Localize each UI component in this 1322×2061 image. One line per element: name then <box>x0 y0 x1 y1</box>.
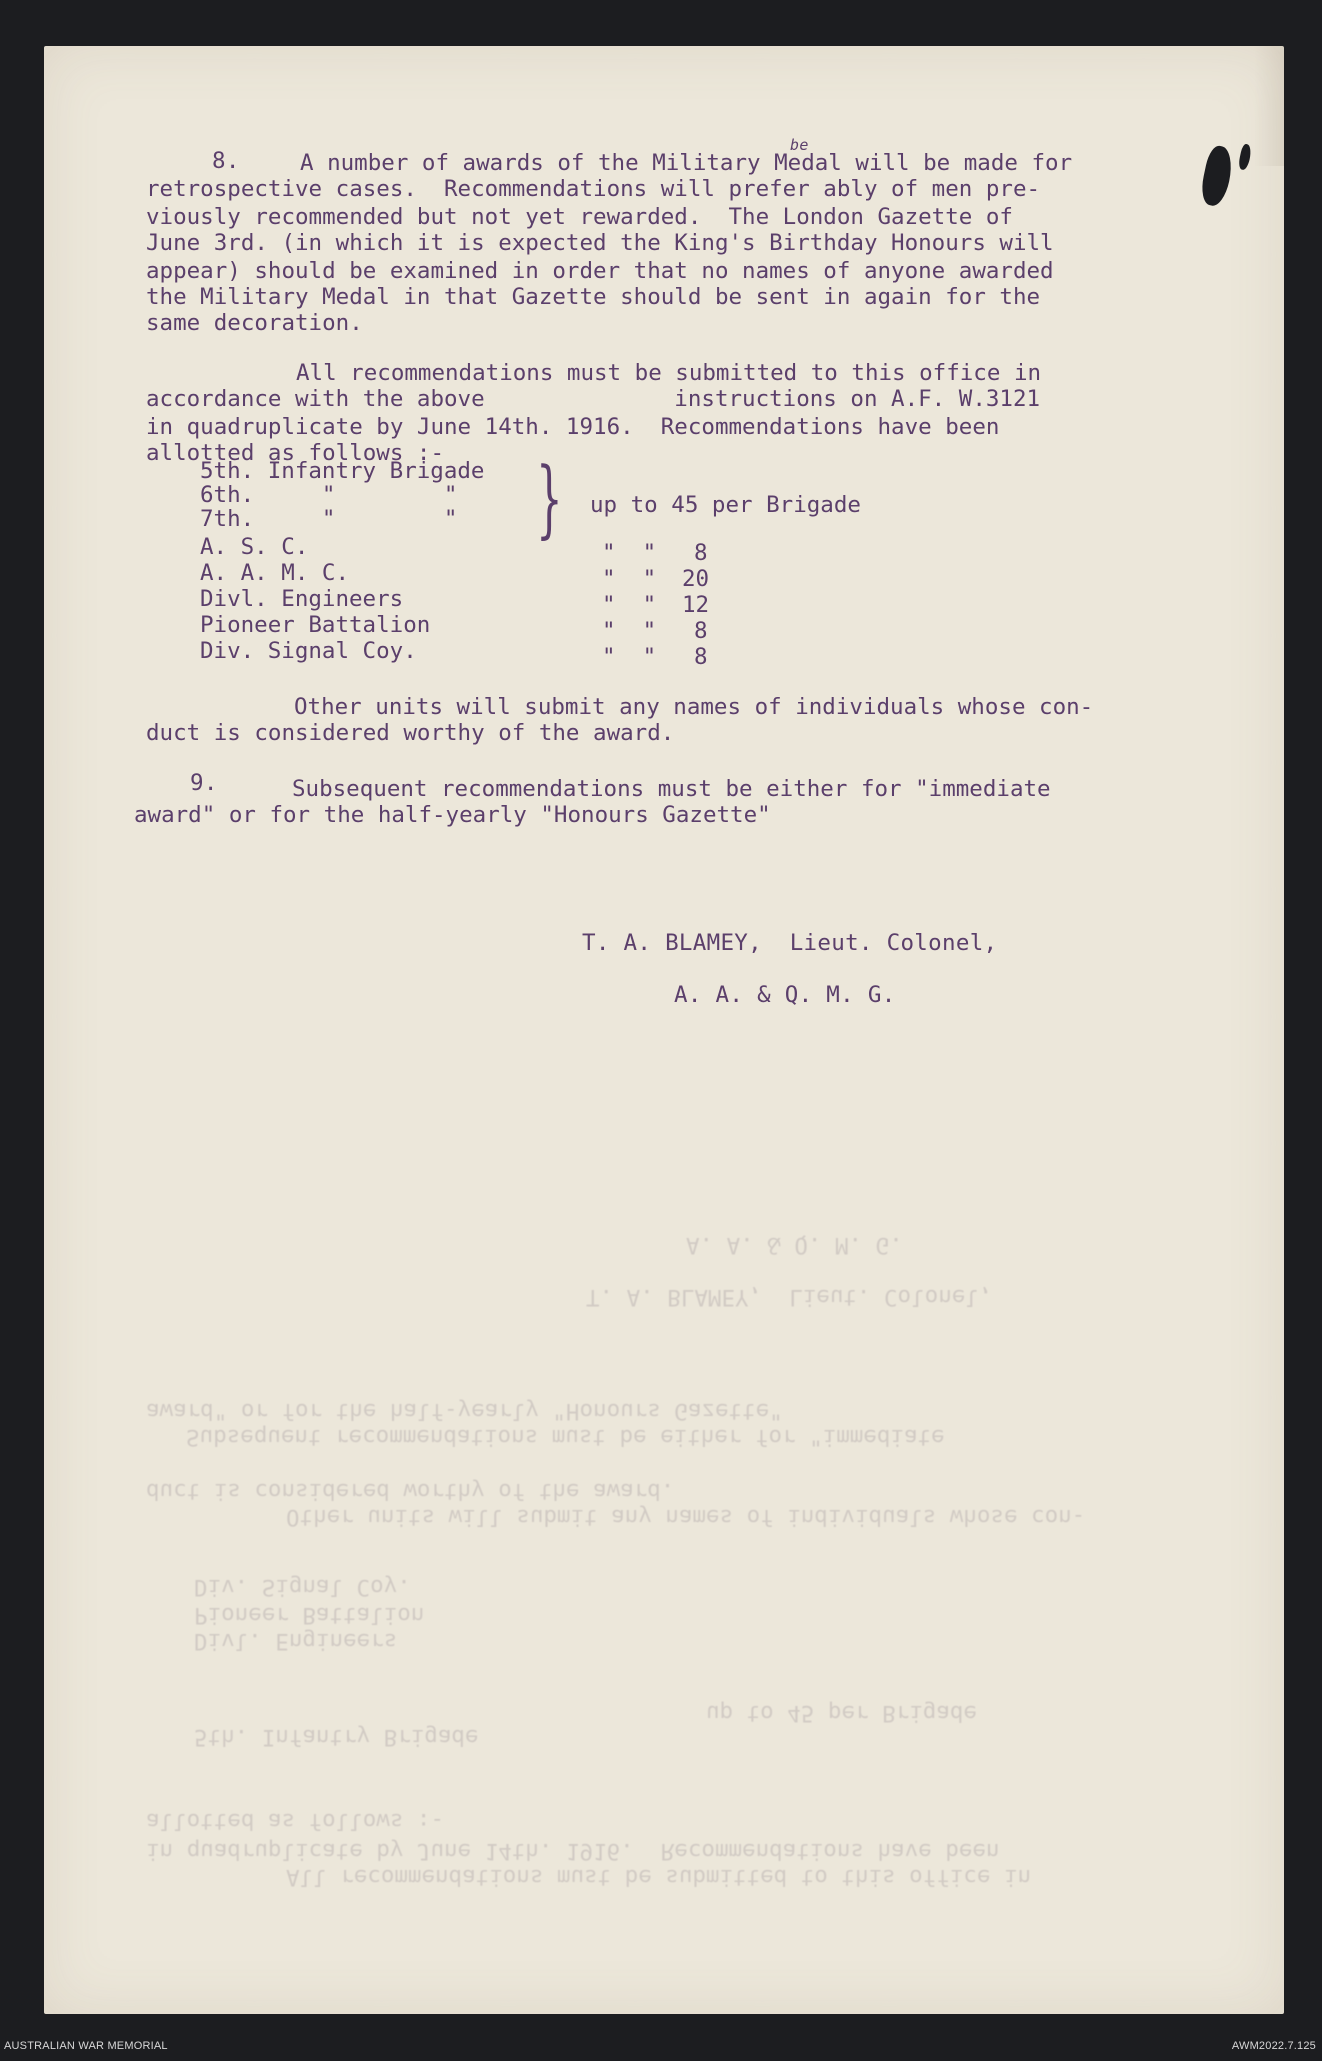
ghost-line: All recommendations must be submitted to this office in <box>286 1864 1032 1890</box>
ghost-line: Divl. Engineers <box>194 1628 398 1654</box>
ghost-line: T. A. BLAMEY, Lieut. Colonel, <box>586 1284 993 1310</box>
ghost-line: Pioneer Battalion <box>194 1602 425 1628</box>
signature-name: T. A. BLAMEY, Lieut. Colonel, <box>582 930 998 956</box>
signature-title: A. A. & Q. M. G. <box>674 982 896 1008</box>
bleed-through-text <box>146 1010 1206 1890</box>
allocation-count: 8 <box>694 644 708 670</box>
recommendations-line: All recommendations must be submitted to this office in <box>296 360 1042 386</box>
allocation-count: 8 <box>694 540 708 566</box>
para9-line: award" or for the half-yearly "Honours Gazette" <box>134 802 771 828</box>
para8-line: the Military Medal in that Gazette should be sent in again for the <box>146 284 1041 310</box>
brigade-note: up to 45 per Brigade <box>590 492 861 518</box>
recommendations-line: allotted as follows :- <box>146 440 445 466</box>
allocation-unit: Pioneer Battalion <box>200 612 431 638</box>
allocation-count: 20 <box>682 566 710 592</box>
para8-line: same decoration. <box>146 310 363 336</box>
ghost-line: duct is considered worthy of the award. <box>146 1478 675 1504</box>
para9-number: 9. <box>190 770 218 796</box>
para9-line: Subsequent recommendations must be either for "immediate <box>292 776 1051 802</box>
allocation-unit: A. S. C. <box>200 534 309 560</box>
archive-label: AUSTRALIAN WAR MEMORIAL <box>4 2040 168 2052</box>
para8-line: appear) should be examined in order that no names of anyone awarded <box>146 258 1054 284</box>
brigade-row: 5th. Infantry Brigade <box>200 458 485 484</box>
para8-line: retrospective cases. Recommendations will prefer ably of men pre- <box>146 176 1041 202</box>
paper-tear-small <box>1237 143 1252 171</box>
ghost-line: A. A. & Q. M. G. <box>686 1232 903 1258</box>
allocation-ditto: " " <box>602 566 657 592</box>
para8-line: A number of awards of the Military Medal will be made for <box>300 150 1073 176</box>
allocation-unit: Divl. Engineers <box>200 586 404 612</box>
brigade-row: 7th. " " <box>200 506 458 532</box>
allocation-unit: A. A. M. C. <box>200 560 350 586</box>
allocation-ditto: " " <box>602 618 657 644</box>
ghost-line: Div. Signal Coy. <box>194 1574 411 1600</box>
allocation-ditto: " " <box>602 644 657 670</box>
brigade-row: 6th. " " <box>200 482 458 508</box>
ghost-line: allotted as follows :- <box>146 1808 445 1834</box>
paper-tear <box>1198 144 1236 208</box>
allocation-ditto: " " <box>602 540 657 566</box>
ghost-line: Subsequent recommendations must be either for "immediate <box>186 1424 945 1450</box>
allocation-ditto: " " <box>602 592 657 618</box>
para8-line: June 3rd. (in which it is expected the King's Birthday Honours will <box>146 230 1054 256</box>
recommendations-line: in quadruplicate by June 14th. 1916. Recommendations have been <box>146 414 1000 440</box>
para8-line: viously recommended but not yet rewarded. The London Gazette of <box>146 204 1013 230</box>
ghost-line: up to 45 per Brigade <box>706 1700 977 1726</box>
brace-symbol: } <box>536 449 563 547</box>
para8-number: 8. <box>212 148 240 174</box>
other-units-line: Other units will submit any names of individuals whose con- <box>294 694 1094 720</box>
ghost-line: in quadruplicate by June 14th. 1916. Recommendations have been <box>146 1838 1000 1864</box>
recommendations-line: accordance with the above instructions on A.F. W.3121 <box>146 386 1041 412</box>
allocation-unit: Div. Signal Coy. <box>200 638 417 664</box>
ghost-line: Other units will submit any names of individuals whose con- <box>286 1504 1086 1530</box>
archive-reference: AWM2022.7.125 <box>1231 2040 1316 2052</box>
allocation-count: 8 <box>694 618 708 644</box>
ghost-line: 5th. Infantry Brigade <box>194 1724 479 1750</box>
handwritten-annotation: be <box>790 136 809 154</box>
other-units-line: duct is considered worthy of the award. <box>146 720 675 746</box>
ghost-line: award" or for the half-yearly "Honours Gazette" <box>146 1398 783 1424</box>
allocation-count: 12 <box>682 592 710 618</box>
